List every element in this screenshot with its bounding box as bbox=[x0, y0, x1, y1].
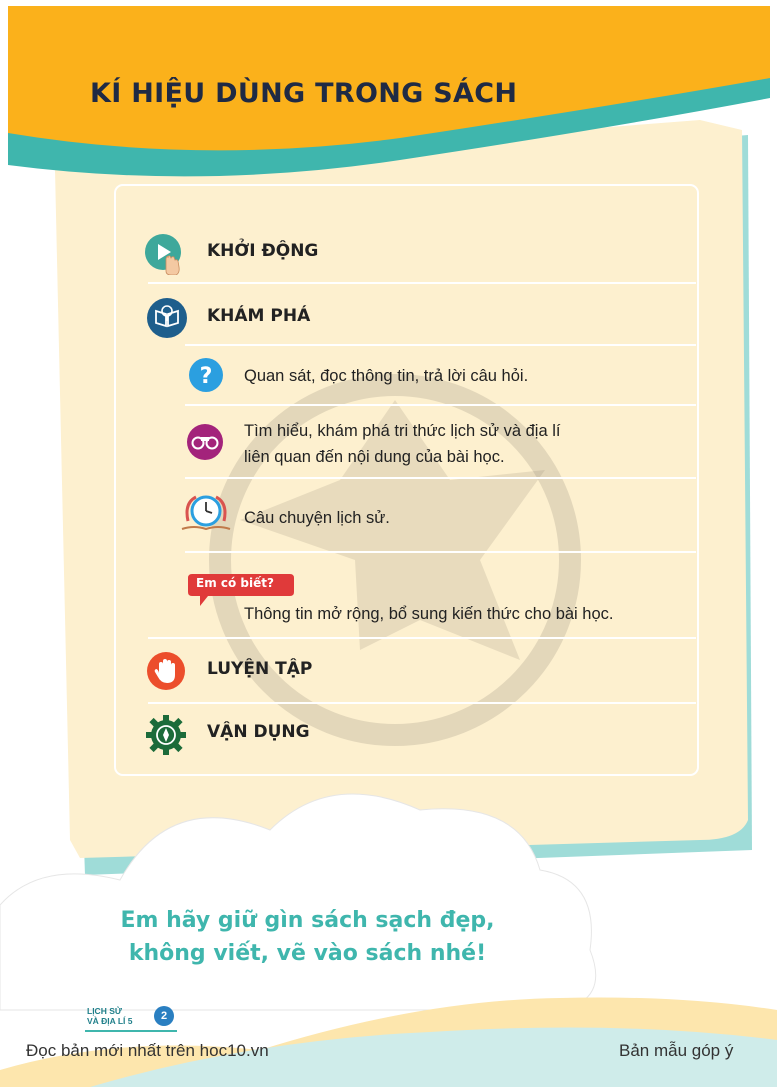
book-series-underline bbox=[85, 1030, 177, 1032]
page-title: KÍ HIỆU DÙNG TRONG SÁCH bbox=[90, 78, 518, 109]
item-text-explore-line1: Tìm hiểu, khám phá tri thức lịch sử và địa lí bbox=[244, 422, 561, 440]
book-series-line1: LỊCH SỬ bbox=[87, 1006, 122, 1016]
section-label-kham-pha: KHÁM PHÁ bbox=[207, 306, 311, 326]
page-number: 2 bbox=[154, 1006, 174, 1026]
tag-label: Em có biết? bbox=[196, 576, 274, 590]
lightbulb-book-icon bbox=[146, 297, 188, 339]
footer-link-hoc10[interactable]: Đọc bản mới nhất trên hoc10.vn bbox=[26, 1041, 269, 1060]
play-pointer-icon bbox=[144, 233, 184, 275]
book-series-line2: VÀ ĐỊA LÍ 5 bbox=[87, 1016, 133, 1026]
section-label-luyen-tap: LUYỆN TẬP bbox=[207, 659, 313, 679]
item-text-explore bbox=[244, 418, 560, 470]
gear-compass-icon bbox=[145, 714, 187, 756]
section-label-van-dung: VẬN DỤNG bbox=[207, 722, 310, 742]
item-text-observe: Quan sát, đọc thông tin, trả lời câu hỏi. bbox=[244, 367, 529, 385]
item-text-story: Câu chuyện lịch sử. bbox=[244, 509, 390, 527]
slogan-line-2: không viết, vẽ vào sách nhé! bbox=[128, 941, 487, 966]
footer-sample-note: Bản mẫu góp ý bbox=[619, 1041, 734, 1060]
slogan-line-1: Em hãy giữ gìn sách sạch đẹp, bbox=[120, 908, 495, 933]
book-series-label bbox=[87, 1006, 133, 1026]
question-mark-icon bbox=[188, 357, 224, 393]
section-label-khoi-dong: KHỞI ĐỘNG bbox=[207, 241, 319, 261]
binoculars-icon bbox=[186, 423, 224, 461]
hand-icon bbox=[146, 651, 186, 691]
item-text-did-you-know: Thông tin mở rộng, bổ sung kiến thức cho bài học. bbox=[244, 605, 614, 623]
clock-book-icon bbox=[180, 491, 232, 535]
item-text-explore-line2: liên quan đến nội dung của bài học. bbox=[244, 448, 505, 466]
svg-text:?: ? bbox=[199, 364, 213, 389]
